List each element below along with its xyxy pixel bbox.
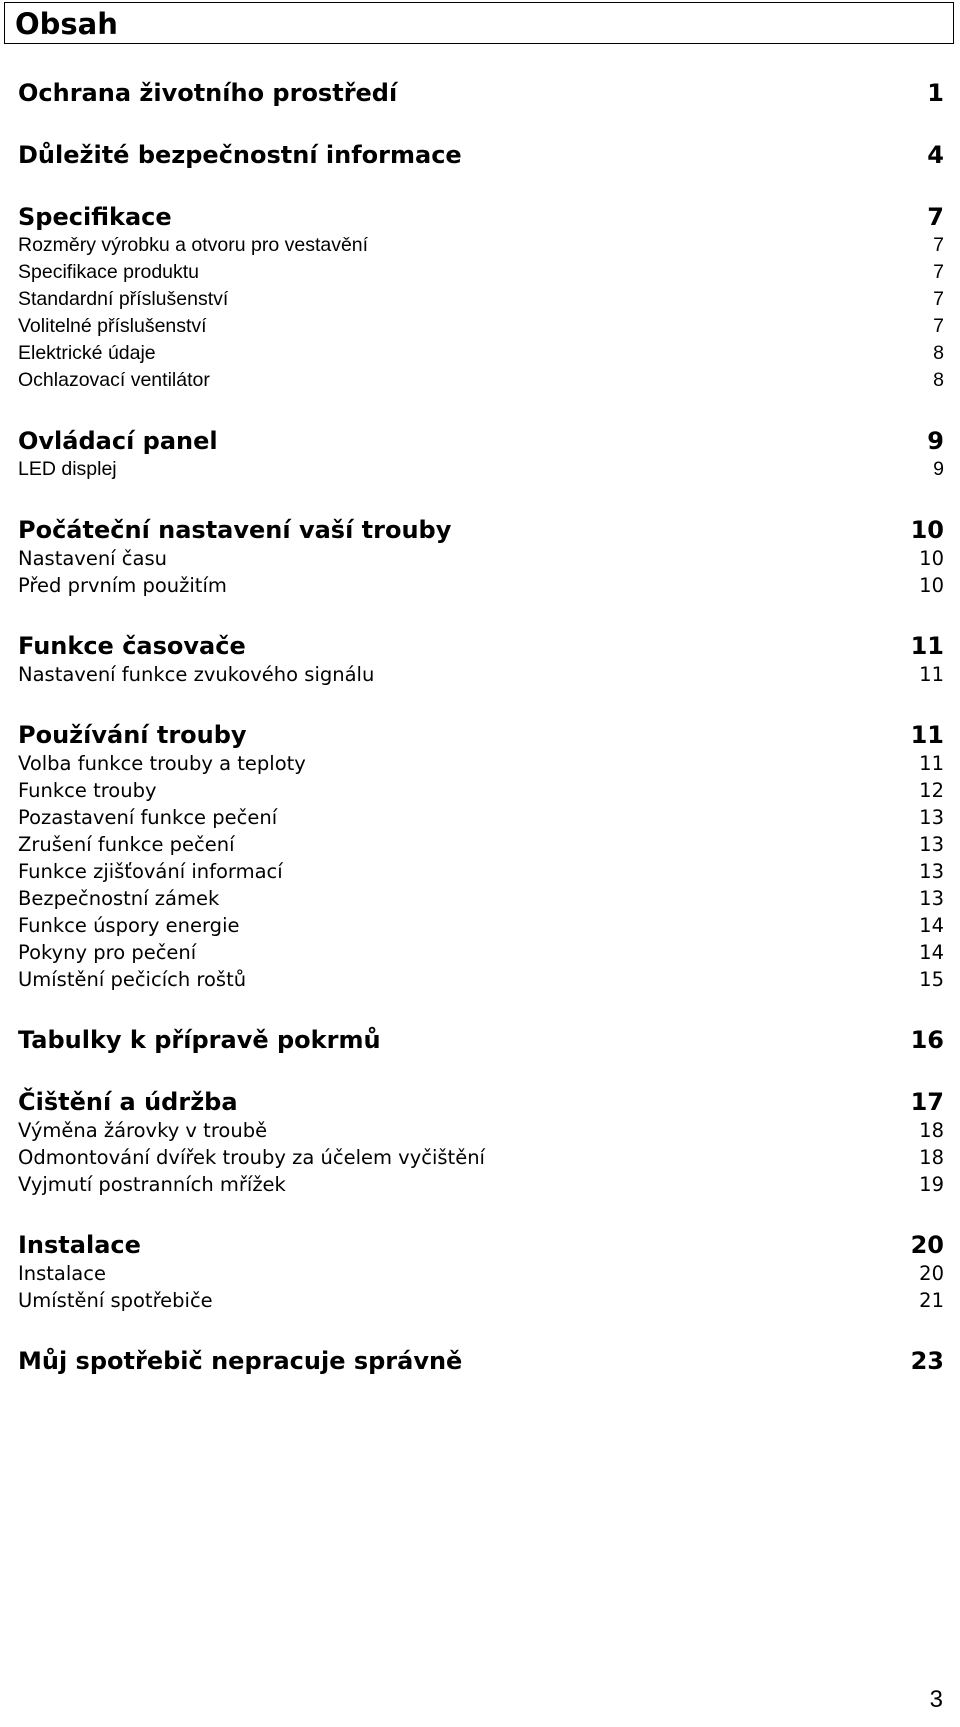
toc-entry-label: Rozměry výrobku a otvoru pro vestavění bbox=[18, 234, 369, 256]
toc-entry[interactable] bbox=[18, 831, 944, 858]
toc-section-heading[interactable] bbox=[18, 140, 944, 170]
toc-entry-label: Před prvním použitím bbox=[18, 574, 227, 597]
toc-entry-page: 19 bbox=[919, 1173, 944, 1196]
toc-entry-page: 13 bbox=[919, 833, 944, 856]
toc-section bbox=[18, 1087, 944, 1198]
toc-entry-label: Bezpečnostní zámek bbox=[18, 887, 220, 910]
toc-entry[interactable] bbox=[18, 313, 944, 340]
toc-entry-page: 13 bbox=[919, 887, 944, 910]
toc-entry-label: Umístění pečicích roštů bbox=[18, 968, 247, 991]
table-of-contents bbox=[18, 78, 944, 1408]
toc-entry[interactable] bbox=[18, 777, 944, 804]
toc-entry-page: 8 bbox=[933, 369, 944, 391]
toc-entry[interactable] bbox=[18, 858, 944, 885]
toc-entry-page: 10 bbox=[919, 574, 944, 597]
toc-entry[interactable] bbox=[18, 367, 944, 394]
toc-section bbox=[18, 1346, 944, 1376]
toc-entry-label: Umístění spotřebiče bbox=[18, 1289, 213, 1312]
toc-section-page: 20 bbox=[910, 1231, 944, 1259]
page-number: 3 bbox=[929, 1686, 943, 1713]
toc-section bbox=[18, 720, 944, 993]
toc-section-page: 7 bbox=[927, 203, 944, 231]
toc-section-title: Funkce časovače bbox=[18, 632, 246, 660]
toc-entry-label: Pokyny pro pečení bbox=[18, 941, 197, 964]
toc-section-page: 11 bbox=[910, 632, 944, 660]
toc-section-title: Můj spotřebič nepracuje správně bbox=[18, 1347, 463, 1375]
toc-entry-label: Pozastavení funkce pečení bbox=[18, 806, 278, 829]
toc-title-box bbox=[4, 2, 954, 44]
toc-entry-label: Specifikace produktu bbox=[18, 261, 200, 283]
toc-section-title: Počáteční nastavení vaší trouby bbox=[18, 516, 452, 544]
toc-section bbox=[18, 1025, 944, 1055]
toc-entry[interactable] bbox=[18, 939, 944, 966]
toc-section-page: 1 bbox=[927, 79, 944, 107]
toc-section bbox=[18, 140, 944, 170]
toc-section-heading[interactable] bbox=[18, 720, 944, 750]
toc-entry-page: 13 bbox=[919, 860, 944, 883]
toc-section-title: Důležité bezpečnostní informace bbox=[18, 141, 462, 169]
toc-entry[interactable] bbox=[18, 1144, 944, 1171]
toc-entry-page: 7 bbox=[933, 261, 944, 283]
toc-entry-page: 14 bbox=[919, 914, 944, 937]
toc-entry-label: Instalace bbox=[18, 1262, 106, 1285]
toc-section-title: Používání trouby bbox=[18, 721, 247, 749]
toc-entry[interactable] bbox=[18, 966, 944, 993]
toc-section-heading[interactable] bbox=[18, 631, 944, 661]
toc-entry-label: Funkce trouby bbox=[18, 779, 157, 802]
toc-entry-page: 10 bbox=[919, 547, 944, 570]
toc-section bbox=[18, 426, 944, 483]
toc-section-heading[interactable] bbox=[18, 202, 944, 232]
toc-section-page: 16 bbox=[910, 1026, 944, 1054]
toc-section-heading[interactable] bbox=[18, 1025, 944, 1055]
toc-entry-label: Odmontování dvířek trouby za účelem vyčištění bbox=[18, 1146, 485, 1169]
toc-entry-label: Zrušení funkce pečení bbox=[18, 833, 235, 856]
toc-section-title: Specifikace bbox=[18, 203, 172, 231]
toc-section bbox=[18, 515, 944, 599]
page-title: Obsah bbox=[15, 7, 118, 41]
toc-entry-page: 14 bbox=[919, 941, 944, 964]
toc-entry-label: Výměna žárovky v troubě bbox=[18, 1119, 268, 1142]
toc-entry-page: 7 bbox=[933, 315, 944, 337]
toc-section-page: 9 bbox=[927, 427, 944, 455]
toc-entry-label: Vyjmutí postranních mřížek bbox=[18, 1173, 286, 1196]
toc-entry[interactable] bbox=[18, 885, 944, 912]
toc-entry-page: 18 bbox=[919, 1146, 944, 1169]
toc-entry-page: 18 bbox=[919, 1119, 944, 1142]
toc-entry[interactable] bbox=[18, 259, 944, 286]
toc-entry[interactable] bbox=[18, 1260, 944, 1287]
toc-entry-label: Nastavení funkce zvukového signálu bbox=[18, 663, 375, 686]
toc-entry-page: 11 bbox=[919, 752, 944, 775]
toc-section-title: Ochrana životního prostředí bbox=[18, 79, 398, 107]
toc-entry[interactable] bbox=[18, 912, 944, 939]
toc-entry-page: 11 bbox=[919, 663, 944, 686]
toc-section-page: 23 bbox=[910, 1347, 944, 1375]
toc-section-heading[interactable] bbox=[18, 1230, 944, 1260]
toc-section bbox=[18, 1230, 944, 1314]
toc-section-title: Ovládací panel bbox=[18, 427, 218, 455]
toc-entry-page: 7 bbox=[933, 234, 944, 256]
toc-section bbox=[18, 202, 944, 394]
toc-entry[interactable] bbox=[18, 750, 944, 777]
toc-entry-page: 13 bbox=[919, 806, 944, 829]
toc-entry-label: Volba funkce trouby a teploty bbox=[18, 752, 306, 775]
toc-entry-label: Nastavení času bbox=[18, 547, 167, 570]
toc-entry[interactable] bbox=[18, 1171, 944, 1198]
toc-section-page: 17 bbox=[910, 1088, 944, 1116]
toc-entry[interactable] bbox=[18, 456, 944, 483]
toc-section-title: Čištění a údržba bbox=[18, 1088, 238, 1116]
toc-entry[interactable] bbox=[18, 545, 944, 572]
toc-entry-page: 20 bbox=[919, 1262, 944, 1285]
toc-entry[interactable] bbox=[18, 572, 944, 599]
toc-entry-label: Ochlazovací ventilátor bbox=[18, 369, 210, 391]
toc-section-heading[interactable] bbox=[18, 426, 944, 456]
toc-section-heading[interactable] bbox=[18, 1087, 944, 1117]
toc-entry-page: 15 bbox=[919, 968, 944, 991]
toc-section bbox=[18, 631, 944, 688]
toc-section-page: 11 bbox=[910, 721, 944, 749]
toc-entry-page: 7 bbox=[933, 288, 944, 310]
toc-section-heading[interactable] bbox=[18, 1346, 944, 1376]
toc-entry-label: Funkce zjišťování informací bbox=[18, 860, 283, 883]
toc-entry-label: Elektrické údaje bbox=[18, 342, 156, 364]
toc-section-heading[interactable] bbox=[18, 515, 944, 545]
toc-section bbox=[18, 78, 944, 108]
toc-entry-label: Standardní příslušenství bbox=[18, 288, 229, 310]
toc-entry[interactable] bbox=[18, 340, 944, 367]
toc-entry[interactable] bbox=[18, 661, 944, 688]
toc-section-page: 10 bbox=[910, 516, 944, 544]
toc-section-heading[interactable] bbox=[18, 78, 944, 108]
toc-entry-page: 8 bbox=[933, 342, 944, 364]
toc-entry-page: 9 bbox=[933, 458, 944, 480]
toc-entry-label: Funkce úspory energie bbox=[18, 914, 240, 937]
toc-entry-page: 12 bbox=[919, 779, 944, 802]
toc-entry-label: Volitelné příslušenství bbox=[18, 315, 207, 337]
toc-entry-label: LED displej bbox=[18, 458, 117, 480]
toc-entry[interactable] bbox=[18, 1117, 944, 1144]
toc-section-page: 4 bbox=[927, 141, 944, 169]
toc-entry[interactable] bbox=[18, 286, 944, 313]
toc-entry[interactable] bbox=[18, 232, 944, 259]
toc-entry[interactable] bbox=[18, 804, 944, 831]
toc-section-title: Instalace bbox=[18, 1231, 141, 1259]
toc-entry[interactable] bbox=[18, 1287, 944, 1314]
toc-entry-page: 21 bbox=[919, 1289, 944, 1312]
toc-section-title: Tabulky k přípravě pokrmů bbox=[18, 1026, 381, 1054]
